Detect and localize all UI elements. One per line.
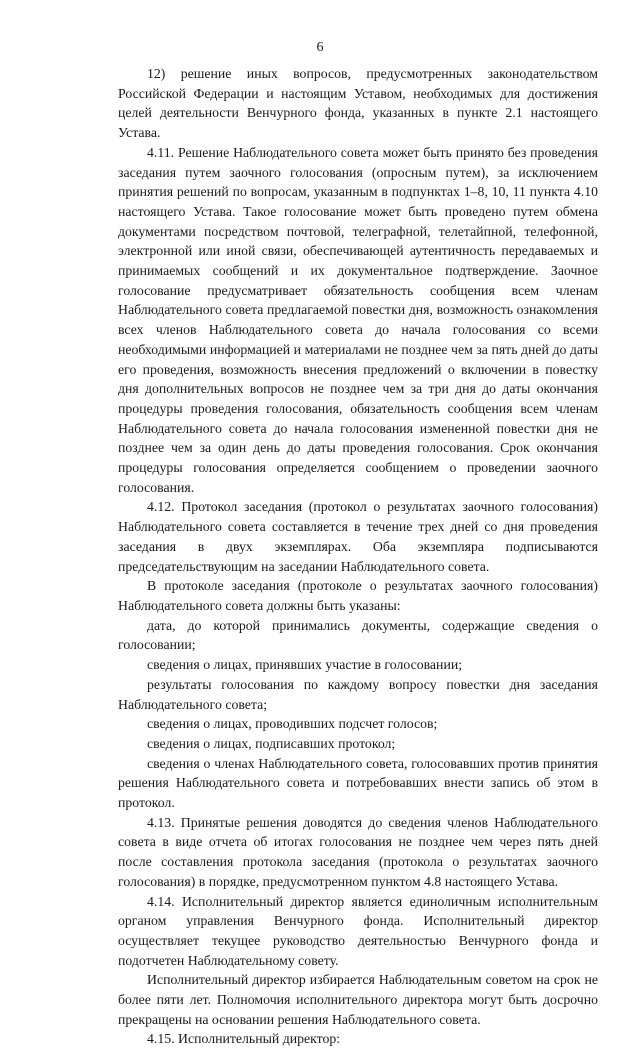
paragraph-director-election: Исполнительный директор избирается Наблюдательным советом на срок не более пяти лет. Полномочия исполнительного директора могут быть досрочно прекращены на основании решения Наблюдательного совета. (118, 972, 598, 1027)
paragraph-item-12: 12) решение иных вопросов, предусмотренных законодательством Российской Федерации и настоящим Уставом, необходимых для достижения целей деятельности Венчурного фонда, указанных в пункте 2.1 настоящего Устава. (118, 66, 598, 141)
paragraph-4-13: 4.13. Принятые решения доводятся до сведения членов Наблюдательного совета в виде отчета об итогах голосования не позднее чем через пять дней после составления протокола заседания (протокола о результатах заочного голосования) в порядке, предусмотренном пунктом 4.8 настоящего Устава. (118, 814, 598, 889)
list-item-participants: сведения о лицах, принявших участие в голосовании; (147, 657, 463, 673)
paragraph-4-12: 4.12. Протокол заседания (протокол о результатах заочного голосования) Наблюдательного совета составляется в течение трех дней со дня проведения заседания в двух экземплярах. Оба экземпляра подписываются председательствующим на заседании Наблюдательного совета. (118, 499, 598, 574)
paragraph-protocol-contents: В протоколе заседания (протоколе о результатах заочного голосования) Наблюдательного совета должны быть указаны: (118, 578, 598, 613)
list-item-results: результаты голосования по каждому вопросу повестки дня заседания Наблюдательного совета; (118, 676, 598, 712)
page-number: 6 (316, 40, 324, 55)
paragraph-4-14: 4.14. Исполнительный директор является единоличным исполнительным органом управления Венчурного фонда. Исполнительный директор осуществляет текущее руководство деятельностью Венчурного фонда и подотчетен Наблюдательному совету. (118, 893, 598, 968)
list-item-dissenters: сведения о членах Наблюдательного совета, голосовавших против принятия решения Наблюдательного совета и потребовавших внести запись об этом в протокол. (118, 755, 598, 811)
list-item-date: дата, до которой принимались документы, содержащие сведения о голосовании; (118, 617, 598, 653)
paragraph-4-15: 4.15. Исполнительный директор: (147, 1031, 341, 1047)
list-item-signers: сведения о лицах, подписавших протокол; (147, 735, 396, 751)
list-item-counters: сведения о лицах, проводивших подсчет голосов; (147, 716, 438, 732)
paragraph-4-11: 4.11. Решение Наблюдательного совета может быть принято без проведения заседания путем заочного голосования (опросным путем), за исключением принятия решений по вопросам, указанным в подпунктах 1–8, 10, 11 пункта 4.10 настоящего Устава. Такое голосование может быть проведено путем обмена документами посредством почтовой, телеграфной, телетайпной, телефонной, электронной или иной связи, обеспечивающей аутентичность передаваемых и принимаемых сообщений и их документальное подтверждение. Заочное голосование предусматривает обязательность сообщения всем членам Наблюдательного совета предлагаемой повестки дня, возможность ознакомления всех членов Наблюдательного совета до начала голосования со всеми необходимыми информацией и материалами не позднее чем за пять дней до даты его проведения, возможность внесения предложений о включении в повестку дня дополнительных вопросов не позднее чем за три дня до даты окончания процедуры проведения голосования, обязательность сообщения всем членам Наблюдательного совета до начала голосования измененной повестки дня не позднее чем за один день до даты проведения голосования. Срок окончания процедуры голосования определяется сообщением о проведении заочного голосования. (118, 144, 598, 495)
document-body (118, 64, 598, 1049)
